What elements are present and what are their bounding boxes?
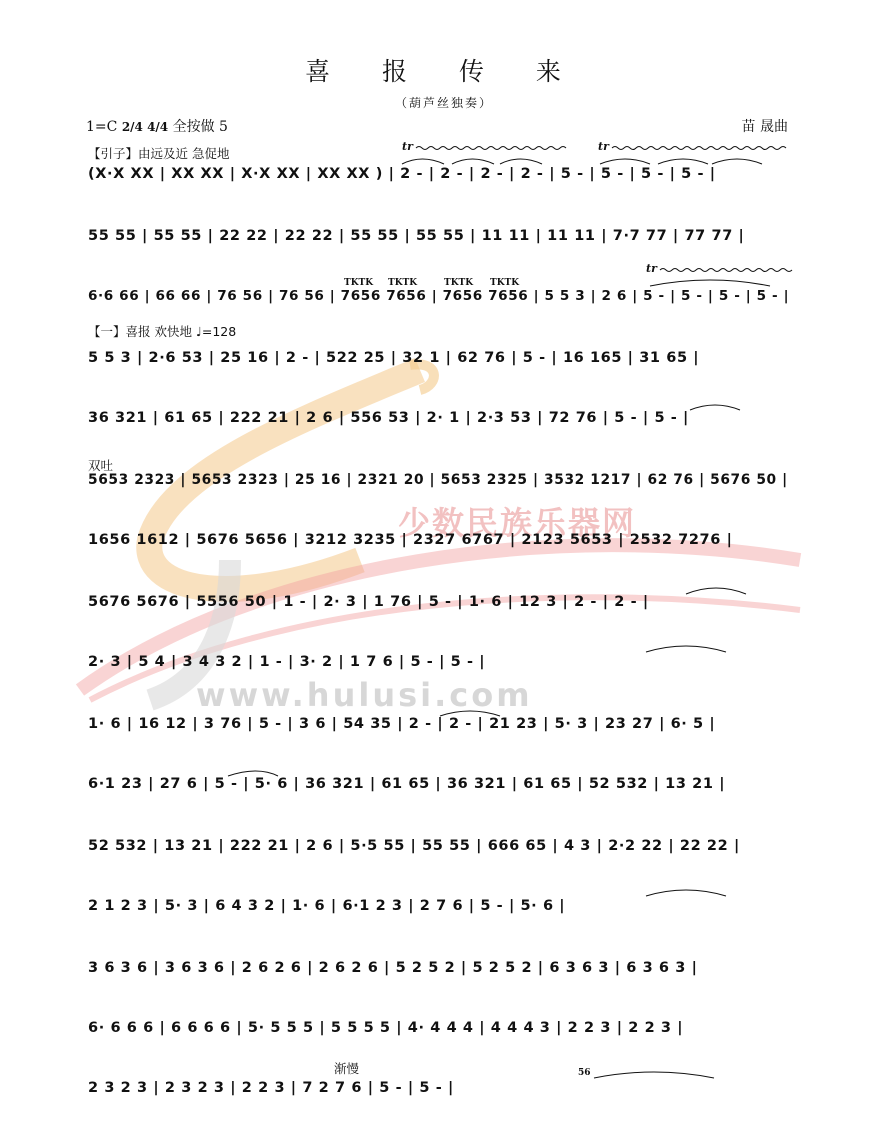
tktk-2: TKTK (388, 278, 418, 288)
composer: 苗 晟曲 (741, 119, 788, 135)
key-line (86, 116, 228, 136)
watermark-url: www.hulusi.com (196, 676, 533, 714)
staff-row-1: (X·X XX | XX XX | X·X XX | XX XX ) | 2 - | 2 - | 2 - | 2 - | 5 - | 5 - | 5 - | 5 - | (88, 166, 716, 182)
staff-row-13: 2 1 2 3 | 5· 3 | 6 4 3 2 | 1· 6 | 6·1 2 3 | 2 7 6 | 5 - | 5· 6 | (88, 898, 566, 914)
staff-row-12: 52 532 | 13 21 | 222 21 | 2 6 | 5·5 55 | 55 55 | 666 65 | 4 3 | 2·2 22 | 22 22 | (88, 838, 740, 854)
intro-label: 【引子】由远及近 急促地 (88, 146, 230, 161)
staff-row-5: 36 321 | 61 65 | 222 21 | 2 6 | 556 53 | 2· 1 | 2·3 53 | 72 76 | 5 - | 5 - | (88, 410, 689, 426)
key-signature: 1=C (86, 119, 118, 135)
jianman-label: 渐慢 (334, 1061, 360, 1076)
staff-row-10: 1· 6 | 16 12 | 3 76 | 5 - | 3 6 | 54 35 | 2 - | 2 - | 21 23 | 5· 3 | 23 27 | 6· 5 | (88, 716, 716, 732)
tktk-4: TKTK (490, 278, 520, 288)
staff-row-6: 5653 2323 | 5653 2323 | 25 16 | 2321 20 | 5653 2325 | 3532 1217 | 62 76 | 5676 50 | (88, 472, 788, 488)
staff-row-16: 2 3 2 3 | 2 3 2 3 | 2 2 3 | 7 2 7 6 | 5 - | 5 - | (88, 1080, 454, 1096)
staff-row-8: 5676 5676 | 5556 50 | 1 - | 2· 3 | 1 76 | 5 - | 1· 6 | 12 3 | 2 - | 2 - | (88, 594, 649, 610)
staff-row-3: 6·6 66 | 66 66 | 76 56 | 76 56 | 7656 7656 | 7656 7656 | 5 5 3 | 2 6 | 5 - | 5 - | 5 - | 5 - | (88, 288, 790, 304)
staff-row-7: 1656 1612 | 5676 5656 | 3212 3235 | 2327 6767 | 2123 5653 | 2532 7276 | (88, 532, 733, 548)
watermark-site: 少数民族乐器网 (398, 504, 637, 542)
trill-mark-2: tr (598, 140, 609, 153)
fingering-note: 全按做 5 (172, 119, 228, 135)
trill-mark-3: tr (646, 262, 657, 275)
staff-row-4: 5 5 3 | 2·6 53 | 25 16 | 2 - | 522 25 | 32 1 | 62 76 | 5 - | 16 165 | 31 65 | (88, 350, 700, 366)
tktk-1: TKTK (344, 278, 374, 288)
score-subtitle: （葫芦丝独奏） (394, 96, 493, 110)
staff-row-11: 6·1 23 | 27 6 | 5 - | 5· 6 | 36 321 | 61 65 | 36 321 | 61 65 | 52 532 | 13 21 | (88, 776, 726, 792)
score-title: 喜 报 传 来 (305, 57, 583, 86)
section1-label: 【一】喜报 欢快地 ♩=128 (88, 324, 237, 339)
shuangtu-label: 双吐 (88, 458, 114, 473)
trill-mark-1: tr (402, 140, 413, 153)
staff-row-14: 3 6 3 6 | 3 6 3 6 | 2 6 2 6 | 2 6 2 6 | 5 2 5 2 | 5 2 5 2 | 6 3 6 3 | 6 3 6 3 | (88, 960, 698, 976)
time-signature: 2/4 4/4 (121, 120, 169, 134)
tktk-3: TKTK (444, 278, 474, 288)
staff-row-9: 2· 3 | 5 4 | 3 4 3 2 | 1 - | 3· 2 | 1 7 6 | 5 - | 5 - | (88, 654, 486, 670)
staff-row-15: 6· 6 6 6 | 6 6 6 6 | 5· 5 5 5 | 5 5 5 5 | 4· 4 4 4 | 4 4 4 3 | 2 2 3 | 2 2 3 | (88, 1020, 684, 1036)
staff-row-2: 55 55 | 55 55 | 22 22 | 22 22 | 55 55 | 55 55 | 11 11 | 11 11 | 7·7 77 | 77 77 | (88, 228, 745, 244)
grace-note: 56 (578, 1068, 591, 1078)
